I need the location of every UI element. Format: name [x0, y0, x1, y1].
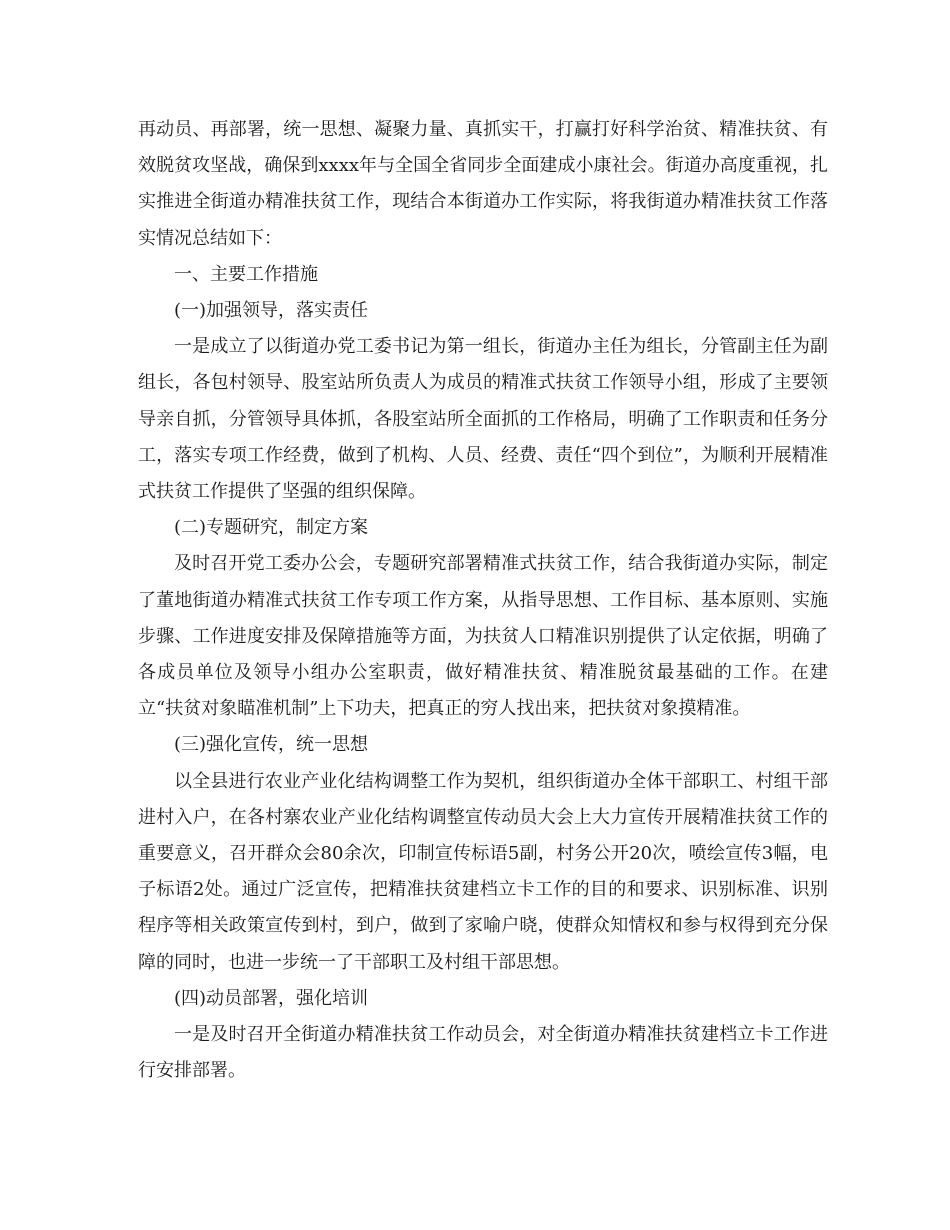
- paragraph-leadership: 一是成立了以街道办党工委书记为第一组长，街道办主任为组长，分管副主任为副组长，各包村领导、股室站所负责人为成员的精准式扶贫工作领导小组，形成了主要领导亲自抓，分管领导具体抓，各股室站所全面抓的工作格局，明确了工作职责和任务分工，落实专项工作经费，做到了机构、人员、经费、责任“四个到位”，为顺利开展精准式扶贫工作提供了坚强的组织保障。: [138, 336, 828, 503]
- paragraph-mobilization: 一是及时召开全街道办精准扶贫工作动员会，对全街道办精准扶贫建档立卡工作进行安排部署。: [138, 1024, 828, 1082]
- subsection-heading-2: (二)专题研究，制定方案: [174, 517, 369, 539]
- subsection-heading-4: (四)动员部署，强化培训: [174, 987, 369, 1009]
- section-heading-main-measures: 一、主要工作措施: [174, 263, 318, 285]
- subsection-heading-1: (一)加强领导，落实责任: [174, 300, 369, 322]
- paragraph-publicity: 以全县进行农业产业化结构调整工作为契机，组织街道办全体干部职工、村组干部进村入户，在各村寨农业产业化结构调整宣传动员大会上大力宣传开展精准扶贫工作的重要意义，召开群众会80余次，印制宣传标语5副，村务公开20次，喷绘宣传3幅，电子标语2处。通过广泛宣传，把精准扶贫建档立卡工作的目的和要求、识别标准、识别程序等相关政策宣传到村，到户，做到了家喻户晓，使群众知情权和参与权得到充分保障的同时，也进一步统一了干部职工及村组干部思想。: [138, 770, 828, 973]
- document-body: [138, 112, 828, 1089]
- paragraph-intro: 再动员、再部署，统一思想、凝聚力量、真抓实干，打赢打好科学治贫、精准扶贫、有效脱贫攻坚战，确保到xxxx年与全国全省同步全面建成小康社会。街道办高度重视，扎实推进全街道办精准扶贫工作，现结合本街道办工作实际，将我街道办精准扶贫工作落实情况总结如下：: [138, 119, 828, 249]
- subsection-heading-3: (三)强化宣传，统一思想: [174, 734, 369, 756]
- paragraph-research: 及时召开党工委办公会，专题研究部署精准式扶贫工作，结合我街道办实际，制定了董地街道办精准式扶贫工作专项工作方案，从指导思想、工作目标、基本原则、实施步骤、工作进度安排及保障措施等方面，为扶贫人口精准识别提供了认定依据，明确了各成员单位及领导小组办公室职责，做好精准扶贫、精准脱贫最基础的工作。在建立“扶贫对象瞄准机制”上下功夫，把真正的穷人找出来，把扶贫对象摸精准。: [138, 553, 828, 720]
